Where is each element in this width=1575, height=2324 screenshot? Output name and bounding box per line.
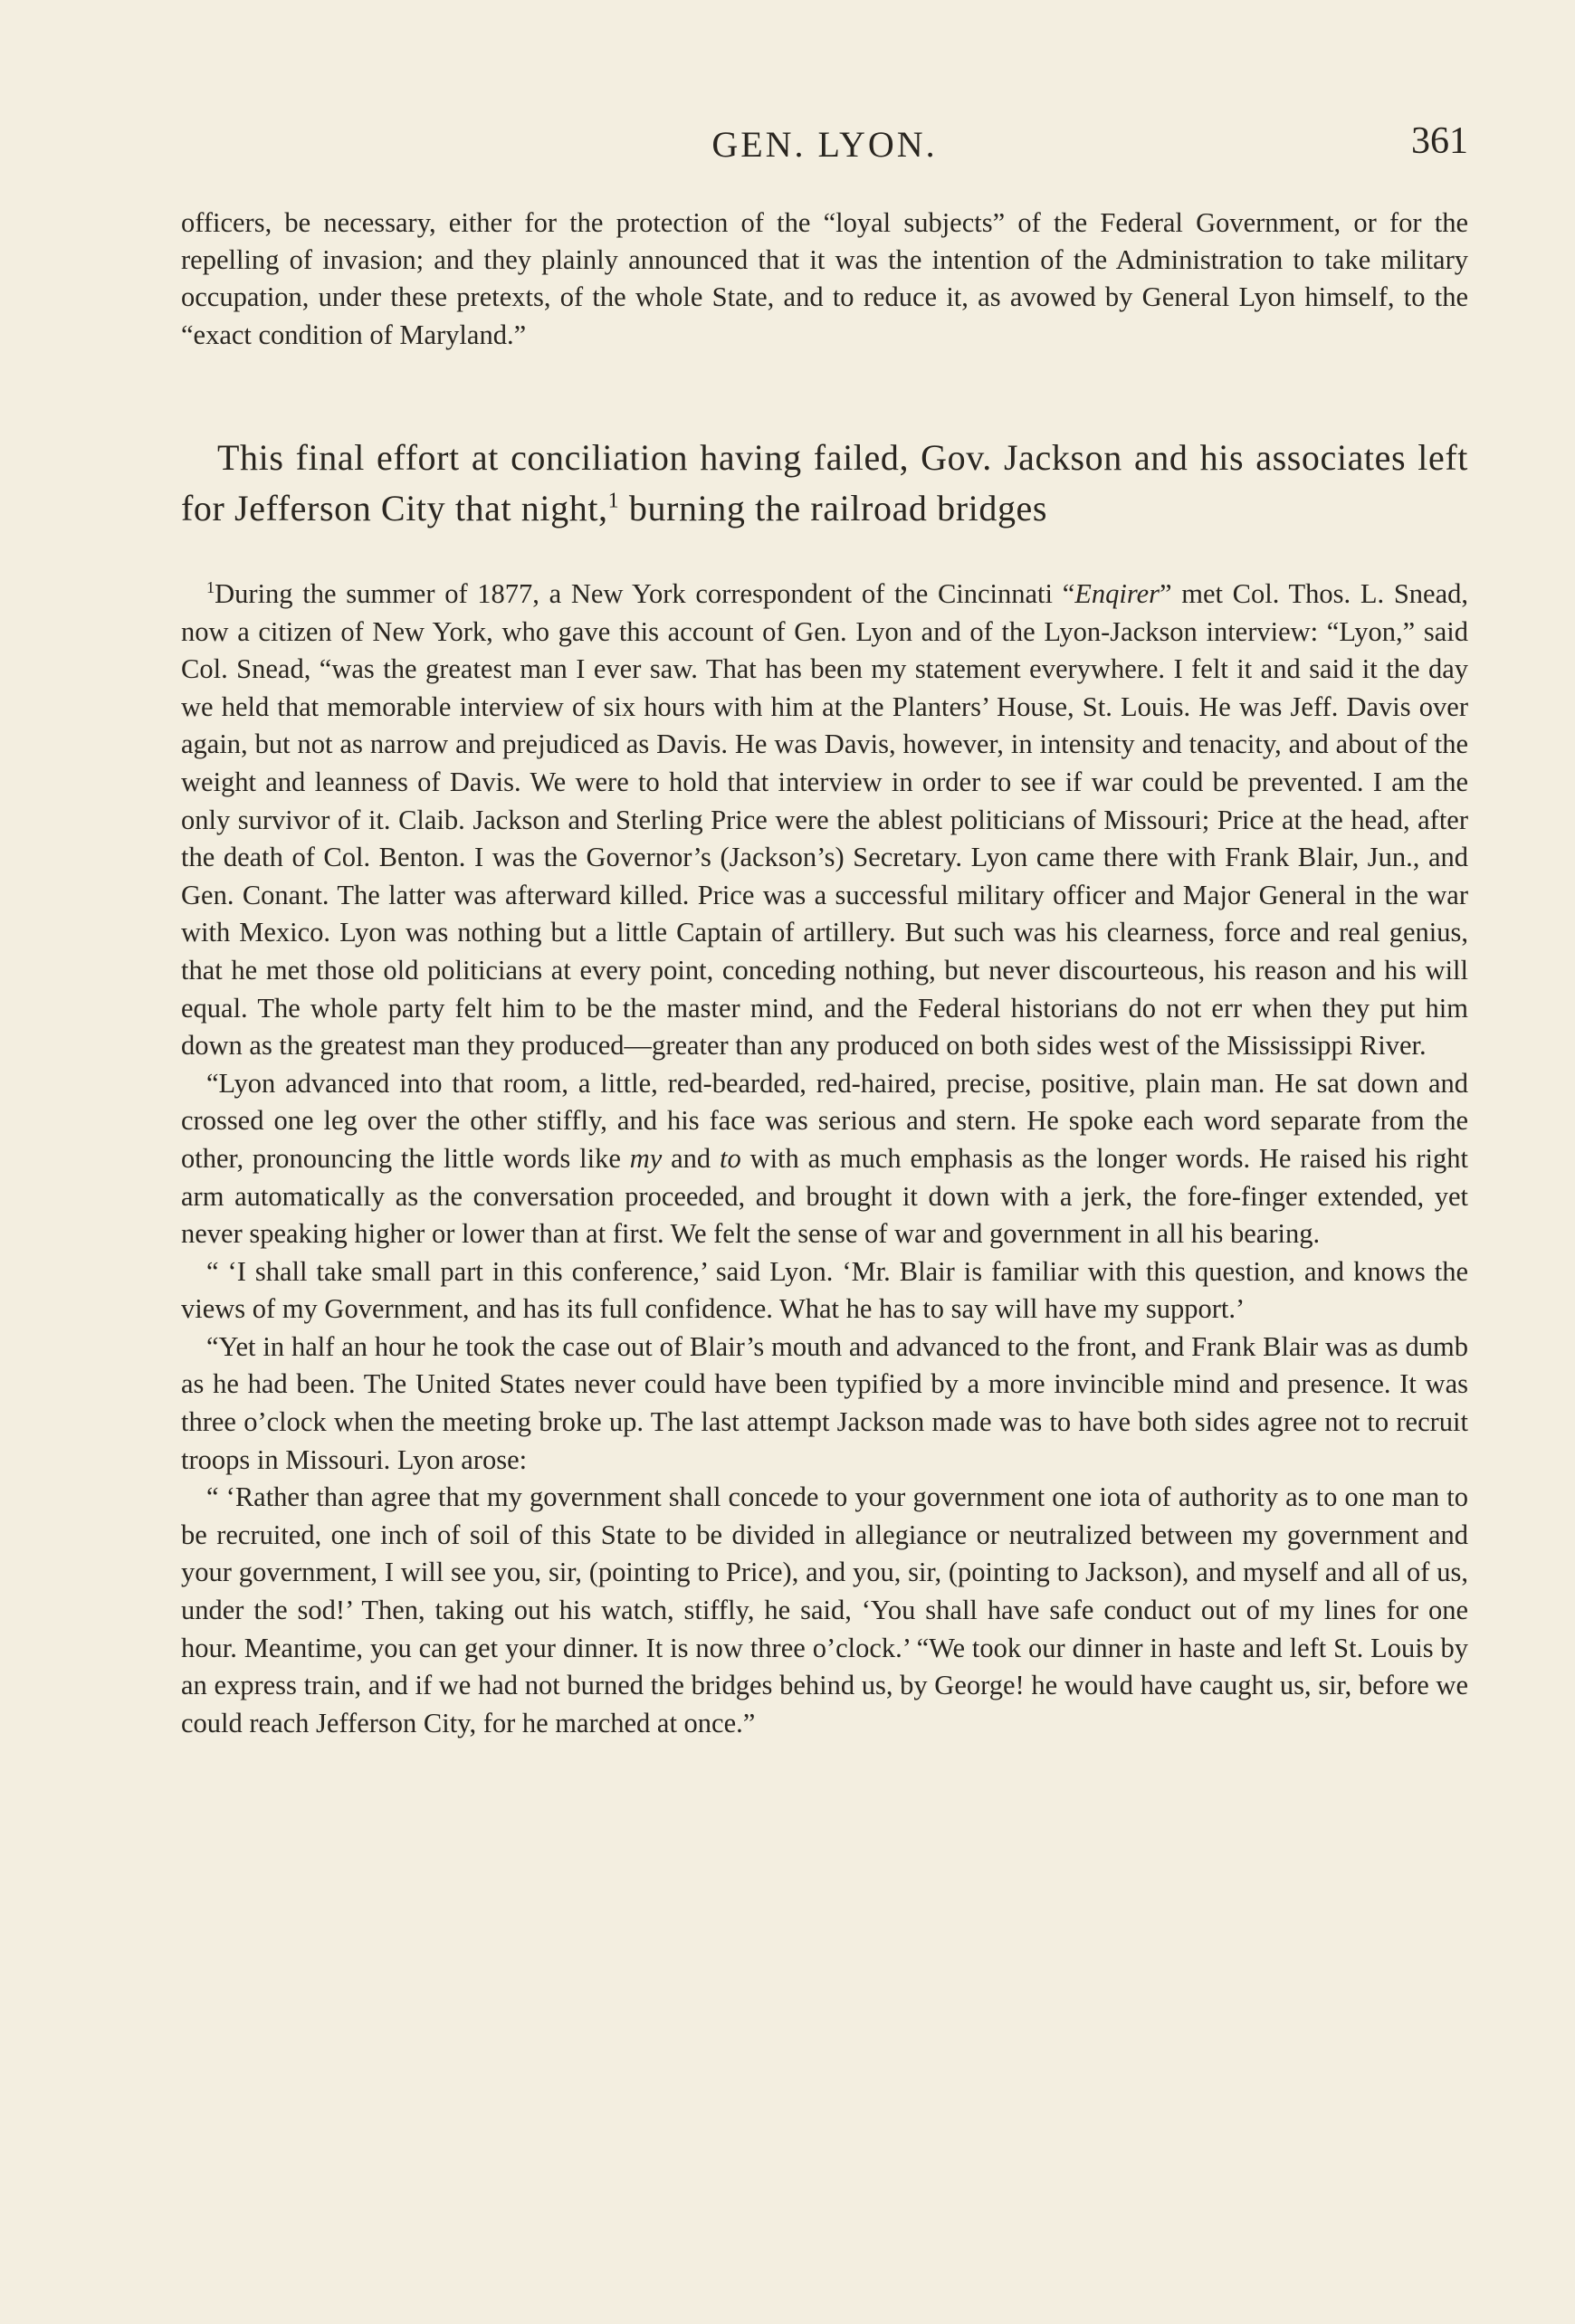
continuation-paragraph bbox=[181, 205, 1468, 354]
page-number: 361 bbox=[1411, 120, 1468, 162]
footnote-text: “ ‘I shall take small part in this conference,’ said Lyon. ‘Mr. Blair is familiar with this question, and knows the views of my Government, and has its full confidence. What he has to say will have my support.’ bbox=[181, 1255, 1468, 1325]
footnote-text: “Yet in half an hour he took the case out of Blair’s mouth and advanced to the front, and Frank Blair was as dumb as he had been. The United States never could have been typified by a more invincible mind and presence. It was three o’clock when the meeting broke up. The last attempt Jackson made was to have both sides agree not to recruit troops in Missouri. Lyon arose: bbox=[181, 1330, 1468, 1475]
footnote-paragraph bbox=[181, 1329, 1468, 1479]
footnote-paragraph bbox=[181, 1065, 1468, 1253]
footnote-text: “ ‘Rather than agree that my government shall concede to your government one iota of authority as to one man to be recruited, one inch of soil of this State to be divided in allegiance or neutralized between my government and your government, I will see you, sir, (pointing to Price), and you, sir, (pointing to Jackson), and myself and all of us, under the sod!’ Then, taking out his watch, stiffly, he said, ‘You shall have safe conduct out of my lines for one hour. Meantime, you can get your dinner. It is now three o’clock.’ “We took our dinner in haste and left St. Louis by an express train, and if we had not burned the bridges behind us, by George! he would have caught us, sir, before we could reach Jefferson City, for he marched at once.” bbox=[181, 1481, 1468, 1738]
footnote-text: During the summer of 1877, a New York correspondent of the Cincinnati “ bbox=[215, 578, 1075, 609]
footnote-marker: 1 bbox=[206, 577, 215, 596]
running-title: GEN. LYON. bbox=[711, 124, 938, 165]
main-text-before: This final effort at conciliation having failed, Gov. Jackson and his associates left for Jefferson City that night, bbox=[181, 437, 1468, 529]
footnote-text: “Lyon advanced into that room, a little, red-bearded, red-haired, precise, positive, plain man. He sat down and crossed one leg over the other stiffly, and his face was serious and stern. He spoke each word separate from the other, pronouncing the little words like bbox=[181, 1067, 1468, 1174]
emphasis-word: to bbox=[720, 1142, 741, 1174]
footnote-text: and bbox=[662, 1142, 720, 1174]
continuation-text: officers, be necessary, either for the protection of the “loyal subjects” of the Federal Government, or for the repelling of invasion; and they plainly announced that it was the intention of the Administration to take military occupation, under these pretexts, of the whole State, and to reduce it, as avowed by General Lyon himself, to the “exact condition of Maryland.” bbox=[181, 207, 1468, 350]
page-header bbox=[181, 116, 1468, 170]
footnote-text: ” met Col. Thos. L. Snead, now a citizen of New York, who gave this account of Gen. Lyon and of the Lyon-Jackson interview: “Lyon,” said Col. Snead, “was the greatest man I ever saw. That has been my statement everywhere. I felt it and said it the day we held that memorable interview of six hours with him at the Planters’ House, St. Louis. He was Jeff. Davis over again, but not as narrow and prejudiced as Davis. He was Davis, however, in intensity and tenacity, and about of the weight and leanness of Davis. We were to hold that interview in order to see if war could be prevented. I am the only survivor of it. Claib. Jackson and Sterling Price were the ablest politicians of Missouri; Price at the head, after the death of Col. Benton. I was the Governor’s (Jackson’s) Secretary. Lyon came there with Frank Blair, Jun., and Gen. Conant. The latter was afterward killed. Price was a successful military officer and Major General in the war with Mexico. Lyon was nothing but a little Captain of artillery. But such was his clearness, force and real genius, that he met those old politicians at every point, conceding nothing, but never discourteous, his reason and his will equal. The whole party felt him to be the master mind, and the Federal historians do not err when they put him down as the greatest man they produced—greater than any produced on both sides west of the Mississippi River. bbox=[181, 578, 1468, 1062]
newspaper-name: Enqirer bbox=[1074, 578, 1160, 609]
footnote bbox=[181, 576, 1468, 1742]
footnote-paragraph bbox=[181, 576, 1468, 1065]
footnote-reference: 1 bbox=[607, 489, 620, 513]
footnote-paragraph bbox=[181, 1479, 1468, 1742]
main-paragraph bbox=[181, 433, 1468, 534]
main-text bbox=[181, 433, 1468, 534]
footnote-text: with as much emphasis as the longer words. He raised his right arm automatically as the conversation proceeded, and brought it down with a jerk, the fore-finger extended, yet never speaking higher or lower than at first. We felt the sense of war and government in all his bearing. bbox=[181, 1142, 1468, 1250]
footnote-paragraph bbox=[181, 1253, 1468, 1329]
main-text-after: burning the railroad bridges bbox=[619, 488, 1048, 529]
emphasis-word: my bbox=[629, 1142, 663, 1174]
